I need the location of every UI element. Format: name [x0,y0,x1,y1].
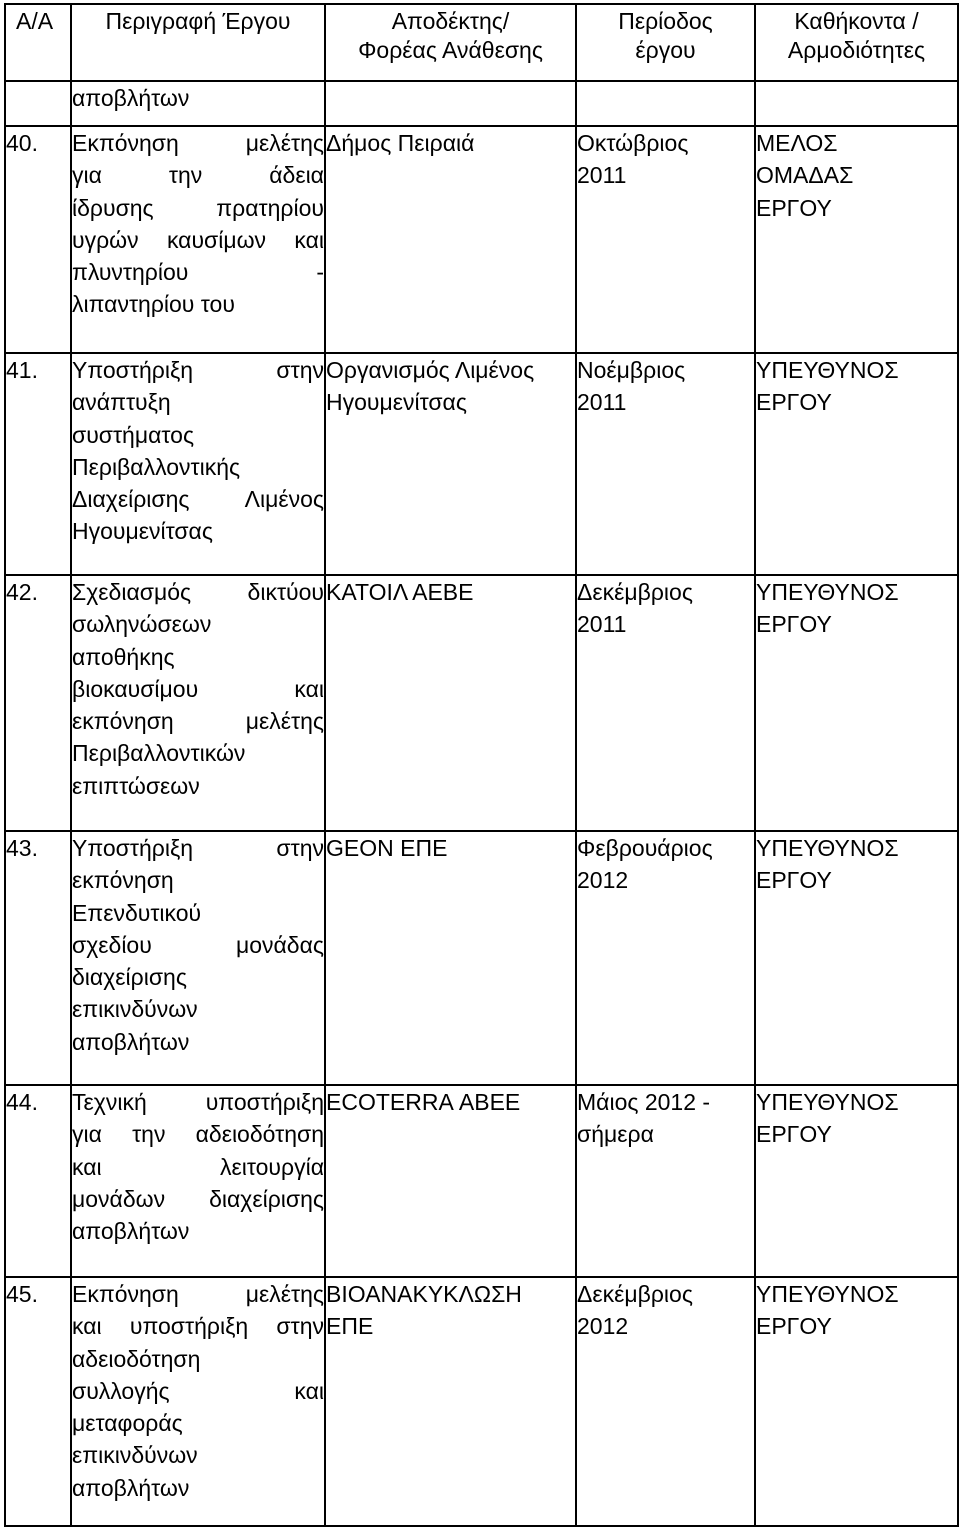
cell-num [5,1277,71,1526]
role-line: ΥΠΕΥΘΥΝΟΣ [756,1089,899,1115]
description-line [72,1118,324,1150]
client-line: ΕΠΕ [326,1313,374,1340]
description-line: αδειοδότηση [72,1345,201,1372]
cell-role [755,1085,958,1277]
description-line [72,192,324,224]
client-line: ECOTERRA ΑΒΕΕ [326,1089,521,1115]
description-word: αδειοδότηση [195,1121,324,1148]
client-line: Δήμος Πειραιά [326,130,475,156]
description-line [72,705,324,737]
period-line: 2011 [577,162,627,189]
description-word: καυσίμων [166,226,267,253]
description-word: διαχείρισης [209,1185,324,1212]
description-line: Επενδυτικού [72,899,202,926]
cell-num [5,353,71,575]
client-line: Ηγουμενίτσας [326,389,467,416]
description-word: μονάδας [235,931,324,958]
client-line: ΒΙΟΑΝΑΚΥΚΛΩΣΗ [326,1281,522,1307]
description-word: στην [276,1313,324,1340]
description-word: υγρών [72,226,139,253]
row-number: 42. [6,579,38,605]
description-line [72,1310,324,1342]
description-line: διαχείρισης [72,964,187,991]
description-line [72,1151,324,1183]
cell-role [755,81,958,126]
header-description: Περιγραφή Έργου [71,4,325,81]
description-line [72,929,324,961]
description-line: αποβλήτων [72,1218,190,1245]
role-line: ΥΠΕΥΘΥΝΟΣ [756,835,899,861]
period-line: σήμερα [577,1121,654,1148]
description-line [72,159,324,191]
description-line: Περιβαλλοντικών [72,740,246,767]
cell-client [325,126,576,353]
cell-client [325,1277,576,1526]
role-line: ΕΡΓΟΥ [756,194,832,221]
cell-period [576,126,755,353]
cell-description [71,575,325,831]
role-line: ΜΕΛΟΣ [756,130,838,156]
cell-period [576,353,755,575]
description-line: Ηγουμενίτσας [72,518,213,545]
cell-description [71,353,325,575]
role-line: ΥΠΕΥΘΥΝΟΣ [756,1281,899,1307]
role-line: ΕΡΓΟΥ [756,611,832,638]
description-word: και [294,675,324,702]
period-line: Δεκέμβριος [577,1281,693,1307]
description-line [72,1183,324,1215]
cell-num [5,575,71,831]
description-word: στην [276,835,324,861]
description-line: Περιβαλλοντικής [72,453,241,480]
cell-period [576,831,755,1085]
table-row [5,575,958,831]
cell-description [71,831,325,1085]
table-row [5,126,958,353]
cell-period [576,1085,755,1277]
description-word: και [294,1377,324,1404]
description-word: μονάδων [72,1185,166,1212]
description-word: δικτύου [247,579,324,605]
description-line [72,354,324,386]
description-word: υποστήριξη [205,1089,324,1115]
description-line: σωληνώσεων [72,611,212,638]
description-word: βιοκαυσίμου [72,675,199,702]
description-line [72,832,324,864]
projects-table [4,3,959,1527]
role-line: ΕΡΓΟΥ [756,1313,832,1340]
role-line: ΕΡΓΟΥ [756,867,832,894]
description-word: Λιμένος [244,486,324,513]
period-line: Φεβρουάριος [577,835,713,861]
cell-role [755,1277,958,1526]
cell-description [71,1277,325,1526]
description-word: υποστήριξη [129,1313,249,1340]
description-line [72,256,324,288]
header-role: Καθήκοντα / Αρμοδιότητες [755,4,958,81]
cell-client [325,81,576,126]
period-line: 2012 [577,867,629,894]
description-line [72,483,324,515]
description-line: συστήματος [72,421,195,448]
cell-client [325,575,576,831]
role-line: ΕΡΓΟΥ [756,389,832,416]
description-word: Εκπόνηση [72,130,179,156]
description-line [72,1278,324,1310]
description-word: μελέτης [245,1281,324,1307]
role-line: ΟΜΑΔΑΣ [756,162,854,189]
cell-num [5,1085,71,1277]
description-word: - [316,259,324,286]
description-word: εκπόνηση [72,708,174,735]
description-line [72,224,324,256]
period-line: 2011 [577,389,627,416]
description-word: άδεια [269,162,324,189]
cell-period [576,1277,755,1526]
description-word: σχεδίου [72,931,152,958]
client-line: GEON ΕΠΕ [326,835,448,861]
description-word: την [132,1121,166,1148]
cell-period [576,575,755,831]
row-number: 40. [6,130,38,156]
description-line: αποθήκης [72,643,175,670]
period-line: Οκτώβριος [577,130,689,156]
cell-period [576,81,755,126]
role-line: ΕΡΓΟΥ [756,1121,832,1148]
description-word: στην [276,357,324,383]
description-word: Υποστήριξη [72,357,194,383]
description-word: για [72,162,102,189]
period-line: 2011 [577,611,627,638]
description-line [72,127,324,159]
cell-description [71,1085,325,1277]
table-header [5,4,958,81]
description-word: Υποστήριξη [72,835,194,861]
description-word: μελέτης [245,130,324,156]
client-line: Οργανισμός Λιμένος [326,357,535,383]
cell-num [5,831,71,1085]
description-line [72,1375,324,1407]
header-aa: Α/Α [5,4,71,81]
period-line: Δεκέμβριος [577,579,693,605]
description-line: επιπτώσεων [72,772,200,799]
cell-description [71,126,325,353]
description-word: Σχεδιασμός [72,579,192,605]
cell-num [5,81,71,126]
description-word: πλυντηρίου [72,259,189,286]
description-word: για [72,1121,102,1148]
cell-role [755,575,958,831]
description-line: αποβλήτων [72,1474,190,1501]
cell-client [325,1085,576,1277]
description-word: ίδρυσης [72,194,154,221]
description-word: Εκπόνηση [72,1281,179,1307]
row-number: 41. [6,357,38,383]
description-line: λιπαντηρίου του [72,291,235,318]
table-row [5,831,958,1085]
cell-client [325,353,576,575]
client-line: ΚΑΤΟΙΛ ΑΕΒΕ [326,579,474,605]
description-word: συλλογής [72,1377,170,1404]
cell-role [755,831,958,1085]
description-line: επικινδύνων [72,1442,198,1469]
row-number: 43. [6,835,38,861]
cell-num [5,126,71,353]
description-line [72,1086,324,1118]
description-word: Τεχνική [72,1089,147,1115]
row-number: 44. [6,1089,38,1115]
description-word: την [168,162,203,189]
description-word: Διαχείρισης [72,486,190,513]
table-row-continued [5,81,958,126]
header-period: Περίοδος έργου [576,4,755,81]
table-row [5,1277,958,1526]
description-line: αποβλήτων [72,1028,190,1055]
role-line: ΥΠΕΥΘΥΝΟΣ [756,357,899,383]
table-row [5,353,958,575]
description-line: εκπόνηση [72,867,174,894]
cell-role [755,353,958,575]
description-word: και [294,226,324,253]
description-line: μεταφοράς [72,1410,183,1437]
header-client: Αποδέκτης/ Φορέας Ανάθεσης [325,4,576,81]
description-word: λειτουργία [220,1153,324,1180]
description-word: και [72,1313,102,1340]
cell-client [325,831,576,1085]
description-line: ανάπτυξη [72,389,171,416]
role-line: ΥΠΕΥΘΥΝΟΣ [756,579,899,605]
row-number: 45. [6,1281,38,1307]
table-body [5,81,958,1526]
description-word: πρατηρίου [216,194,324,221]
table-row [5,1085,958,1277]
cell-description: αποβλήτων [71,81,325,126]
description-line: επικινδύνων [72,996,198,1023]
description-line [72,673,324,705]
cell-role [755,126,958,353]
period-line: 2012 [577,1313,629,1340]
description-line [72,576,324,608]
period-line: Νοέμβριος [577,357,686,383]
description-word: μελέτης [245,708,324,735]
period-line: Μάιος 2012 - [577,1089,711,1115]
description-word: και [72,1153,102,1180]
